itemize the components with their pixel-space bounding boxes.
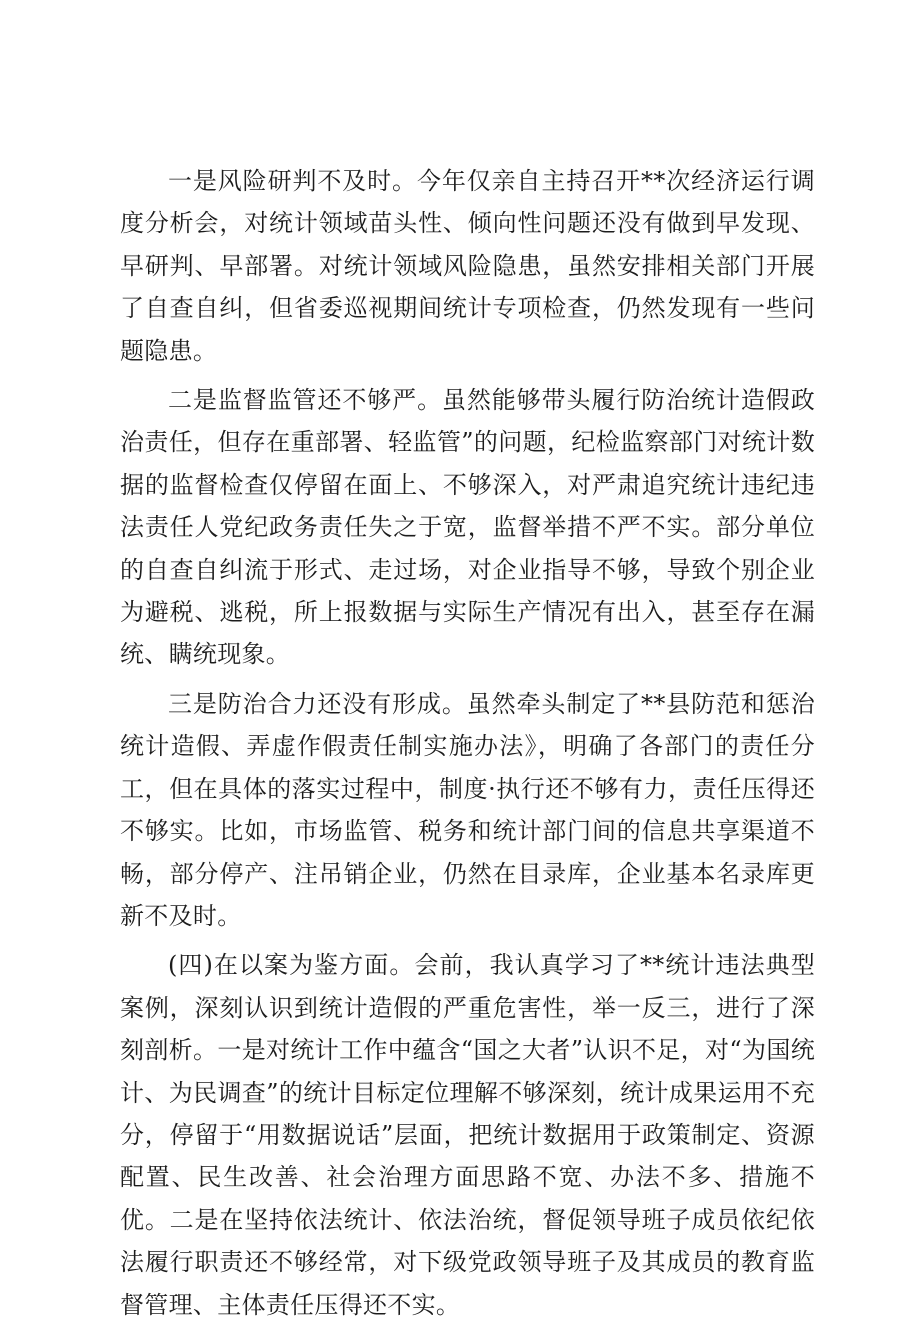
paragraph-text: 虽然牵头制定了**县防范和惩治统计造假、弄虚作假责任制实施办法》，明确了各部门的责任分工，但在具体的落实过程中，制度·执行还不够有力，责任压得还不够实。比如，市场监管、税务和统计部门间的信息共享渠道不畅，部分停产、注吊销企业，仍然在目录库，企业基本名录库更新不及时。: [120, 689, 815, 930]
paragraph-lead: (四)在以案为鉴方面。: [168, 951, 415, 980]
paragraph-lead: 三是防治合力还没有形成。: [168, 689, 467, 718]
paragraph-text: 会前，我认真学习了**统计违法典型案例，深刻认识到统计造假的严重危害性，举一反三，进行了深刻剖析。一是对统计工作中蕴含“国之大者”认识不足，对“为国统计、为民调查”的统计目标定位理解不够深刻，统计成果运用不充分，停留于“用数据说话”层面，把统计数据用于政策制定、资源配置、民生改善、社会治理方面思路不宽、办法不多、措施不优。二是在坚持依法统计、依法治统，督促领导班子成员依纪依法履行职责还不够经常，对下级党政领导班子及其成员的教育监督管理、主体责任压得还不实。: [120, 951, 815, 1319]
paragraph-text: 今年仅亲自主持召开**次经济运行调度分析会，对统计领域苗头性、倾向性问题还没有做到早发现、早研判、早部署。对统计领域风险隐患，虽然安排相关部门开展了自查自纠，但省委巡视期间统计专项检查，仍然发现有一些问题隐患。: [120, 167, 816, 365]
paragraph-joint-prevention: [120, 683, 815, 937]
paragraph-text: 虽然能够带头履行防治统计造假政治责任，但存在重部署、轻监管”的问题，纪检监察部门对统计数据的监督检查仅停留在面上、不够深入，对严肃追究统计违纪违法责任人党纪政务责任失之于宽，监督举措不严不实。部分单位的自查自纠流于形式、走过场，对企业指导不够，导致个别企业为避税、逃税，所上报数据与实际生产情况有出入，甚至存在漏统、瞒统现象。: [120, 386, 815, 669]
document-body: [120, 160, 815, 1333]
paragraph-lead: 一是风险研判不及时。: [168, 167, 417, 195]
paragraph-case-lessons: [120, 944, 815, 1326]
paragraph-risk-assessment: [120, 160, 815, 372]
paragraph-supervision: [120, 379, 815, 676]
paragraph-lead: 二是监督监管还不够严。: [168, 386, 442, 415]
